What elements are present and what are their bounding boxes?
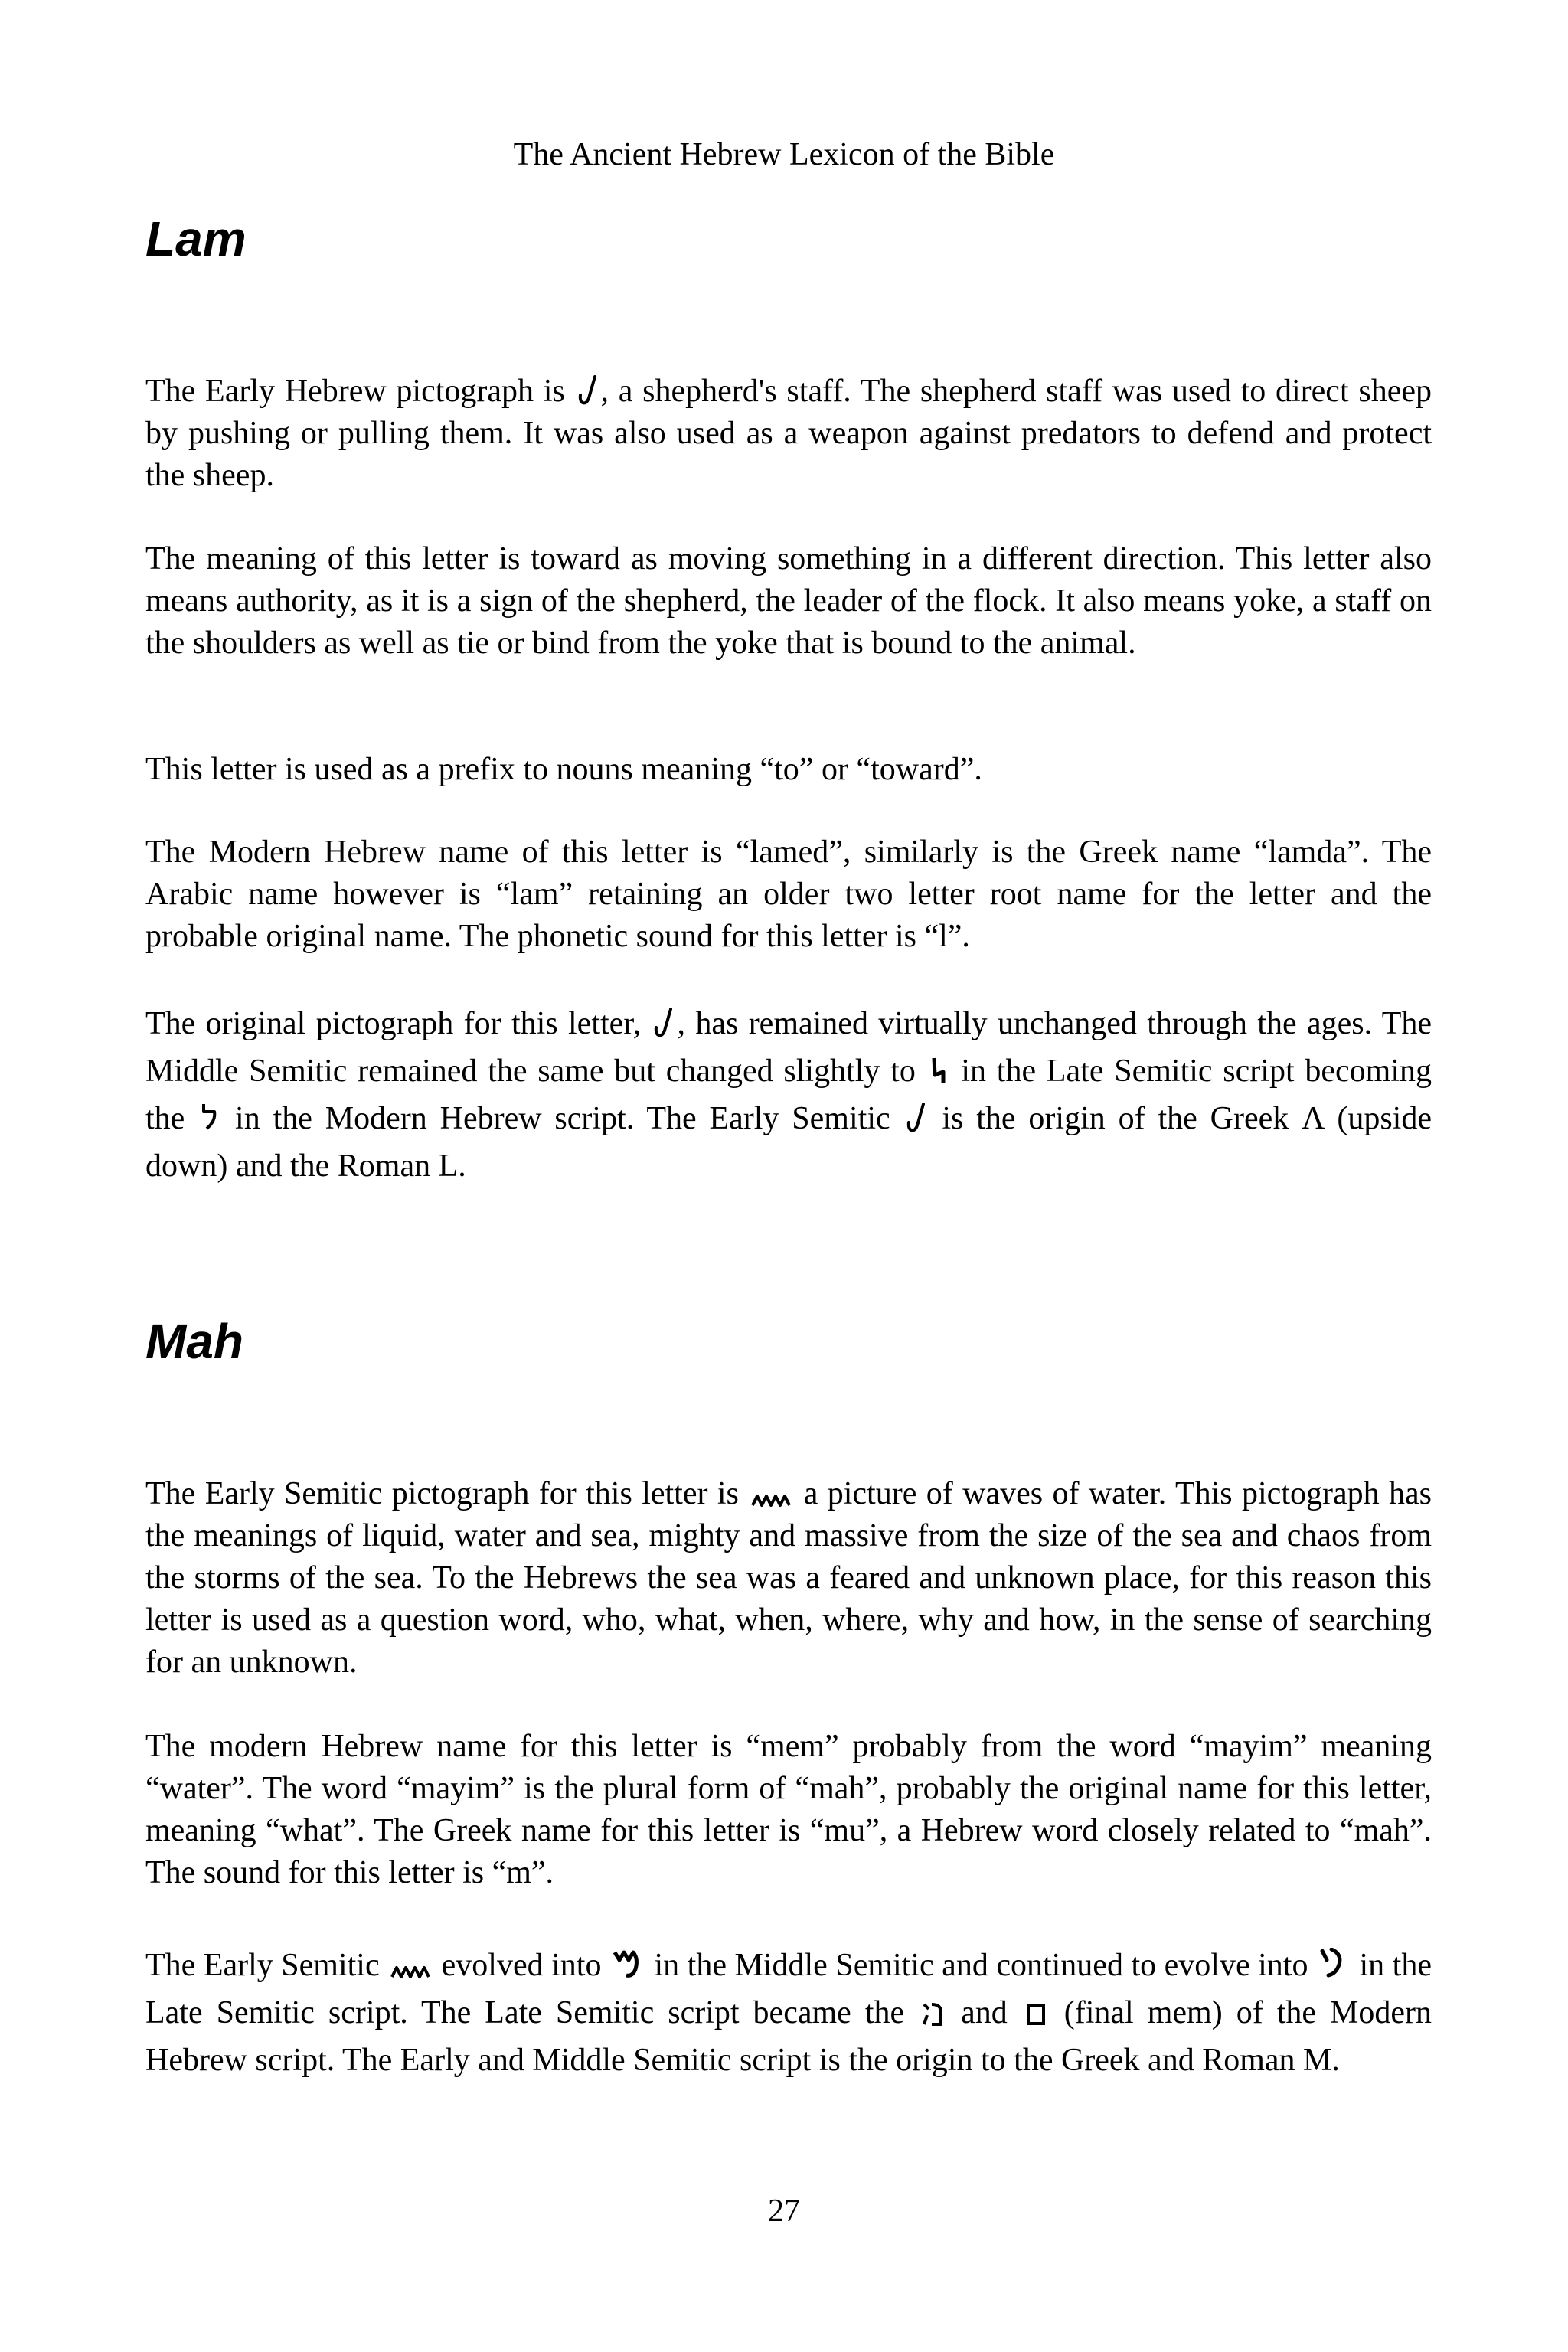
text-run: in the Late Semitic script becoming the (145, 1054, 1432, 1136)
mah-paragraph-1-wrap (145, 1473, 1432, 1684)
text-run: a picture of waves of water. This pictograph has the meanings of liquid, water and sea, mighty and massive from the size of the sea and chaos from the storms of the sea. To the Hebrews the sea was a feared and unknown place, for this reason this letter is used as a question word, who, what, when, where, why and how, in the sense of searching for an unknown. (145, 1476, 1432, 1680)
section-lam (145, 208, 1432, 270)
mah-paragraph-3-wrap (145, 1942, 1432, 2084)
paragraph: This letter is used as a prefix to nouns meaning “to” or “toward”. (145, 752, 982, 787)
late-semitic-lamed-icon (929, 1057, 948, 1086)
lam-paragraph-3-wrap (145, 749, 1432, 791)
text-run: , a shepherd's staff. The shepherd staff was used to direct sheep by pushing or pulling them. It was also used as a weapon against predators to defend and protect the sheep. (145, 374, 1432, 493)
modern-hebrew-final-mem-icon (1024, 2001, 1047, 2027)
lam-paragraph-2-wrap (145, 538, 1432, 665)
text-run: evolved into (433, 1948, 609, 1983)
paragraph (145, 371, 1432, 497)
lam-paragraph-4-wrap (145, 831, 1432, 958)
text-run: , has remained virtually unchanged through the ages. The Middle Semitic remained the same but changed slightly to (145, 1006, 1432, 1089)
section-heading-lam: Lam (145, 211, 247, 266)
paragraph (145, 1000, 1432, 1190)
text-run: The Early Hebrew pictograph is (145, 374, 575, 409)
text-run: in the Modern Hebrew script. The Early Semitic (222, 1101, 903, 1136)
text-run: is the origin of the Greek Λ (upside down) and the Roman L. (145, 1101, 1432, 1184)
shepherd-staff-pictograph-icon (578, 375, 598, 406)
paragraph: The modern Hebrew name for this letter is “mem” probably from the word “mayim” meaning “water”. The word “mayim” is the plural form of “mah”, probably the original name for this letter, meaning “what”. The Greek name for this letter is “mu”, a Hebrew word closely related to “mah”. The sound for this letter is “m”. (145, 1729, 1432, 1890)
text-run: The original pictograph for this letter, (145, 1006, 652, 1041)
text-run: in the Middle Semitic and continued to evolve into (645, 1948, 1316, 1983)
section-heading-mah: Mah (145, 1314, 243, 1369)
water-waves-pictograph-icon (390, 1963, 430, 1980)
modern-hebrew-mem-icon (921, 2001, 944, 2027)
paragraph (145, 1942, 1432, 2084)
late-semitic-mem-icon (1319, 1948, 1348, 1980)
mah-paragraph-2-wrap (145, 1726, 1432, 1894)
text-run: in the Late Semitic script. The Late Semitic script became the (145, 1948, 1432, 2030)
text-run: and (947, 1995, 1021, 2030)
page-number: 27 (768, 2194, 800, 2229)
shepherd-staff-pictograph-icon (654, 1008, 674, 1038)
paragraph: The Modern Hebrew name of this letter is “lamed”, similarly is the Greek name “lamda”. The Arabic name however is “lam” retaining an older two letter root name for the letter and the probable original name. The phonetic sound for this letter is “l”. (145, 835, 1432, 954)
paragraph (145, 1473, 1432, 1684)
running-header: The Ancient Hebrew Lexicon of the Bible (513, 137, 1055, 172)
paragraph: The meaning of this letter is toward as moving something in a different direction. This letter also means authority, as it is a sign of the shepherd, the leader of the flock. It also means yoke, a staff on the shoulders as well as tie or bind from the yoke that is bound to the animal. (145, 541, 1432, 661)
text-run: The Early Semitic (145, 1948, 388, 1983)
text-run: (final mem) of the Modern Hebrew script. The Early and Middle Semitic script is the origin to the Greek and Roman M. (145, 1995, 1432, 2078)
modern-hebrew-lamed-icon (201, 1102, 219, 1133)
section-mah (145, 1311, 1432, 1372)
lam-paragraph-5-wrap (145, 1000, 1432, 1190)
lam-paragraphs (145, 371, 1432, 497)
shepherd-staff-pictograph-icon (906, 1102, 926, 1133)
middle-semitic-mem-icon (612, 1949, 643, 1980)
text-run: The Early Semitic pictograph for this letter is (145, 1476, 749, 1511)
water-waves-pictograph-icon (751, 1491, 791, 1508)
